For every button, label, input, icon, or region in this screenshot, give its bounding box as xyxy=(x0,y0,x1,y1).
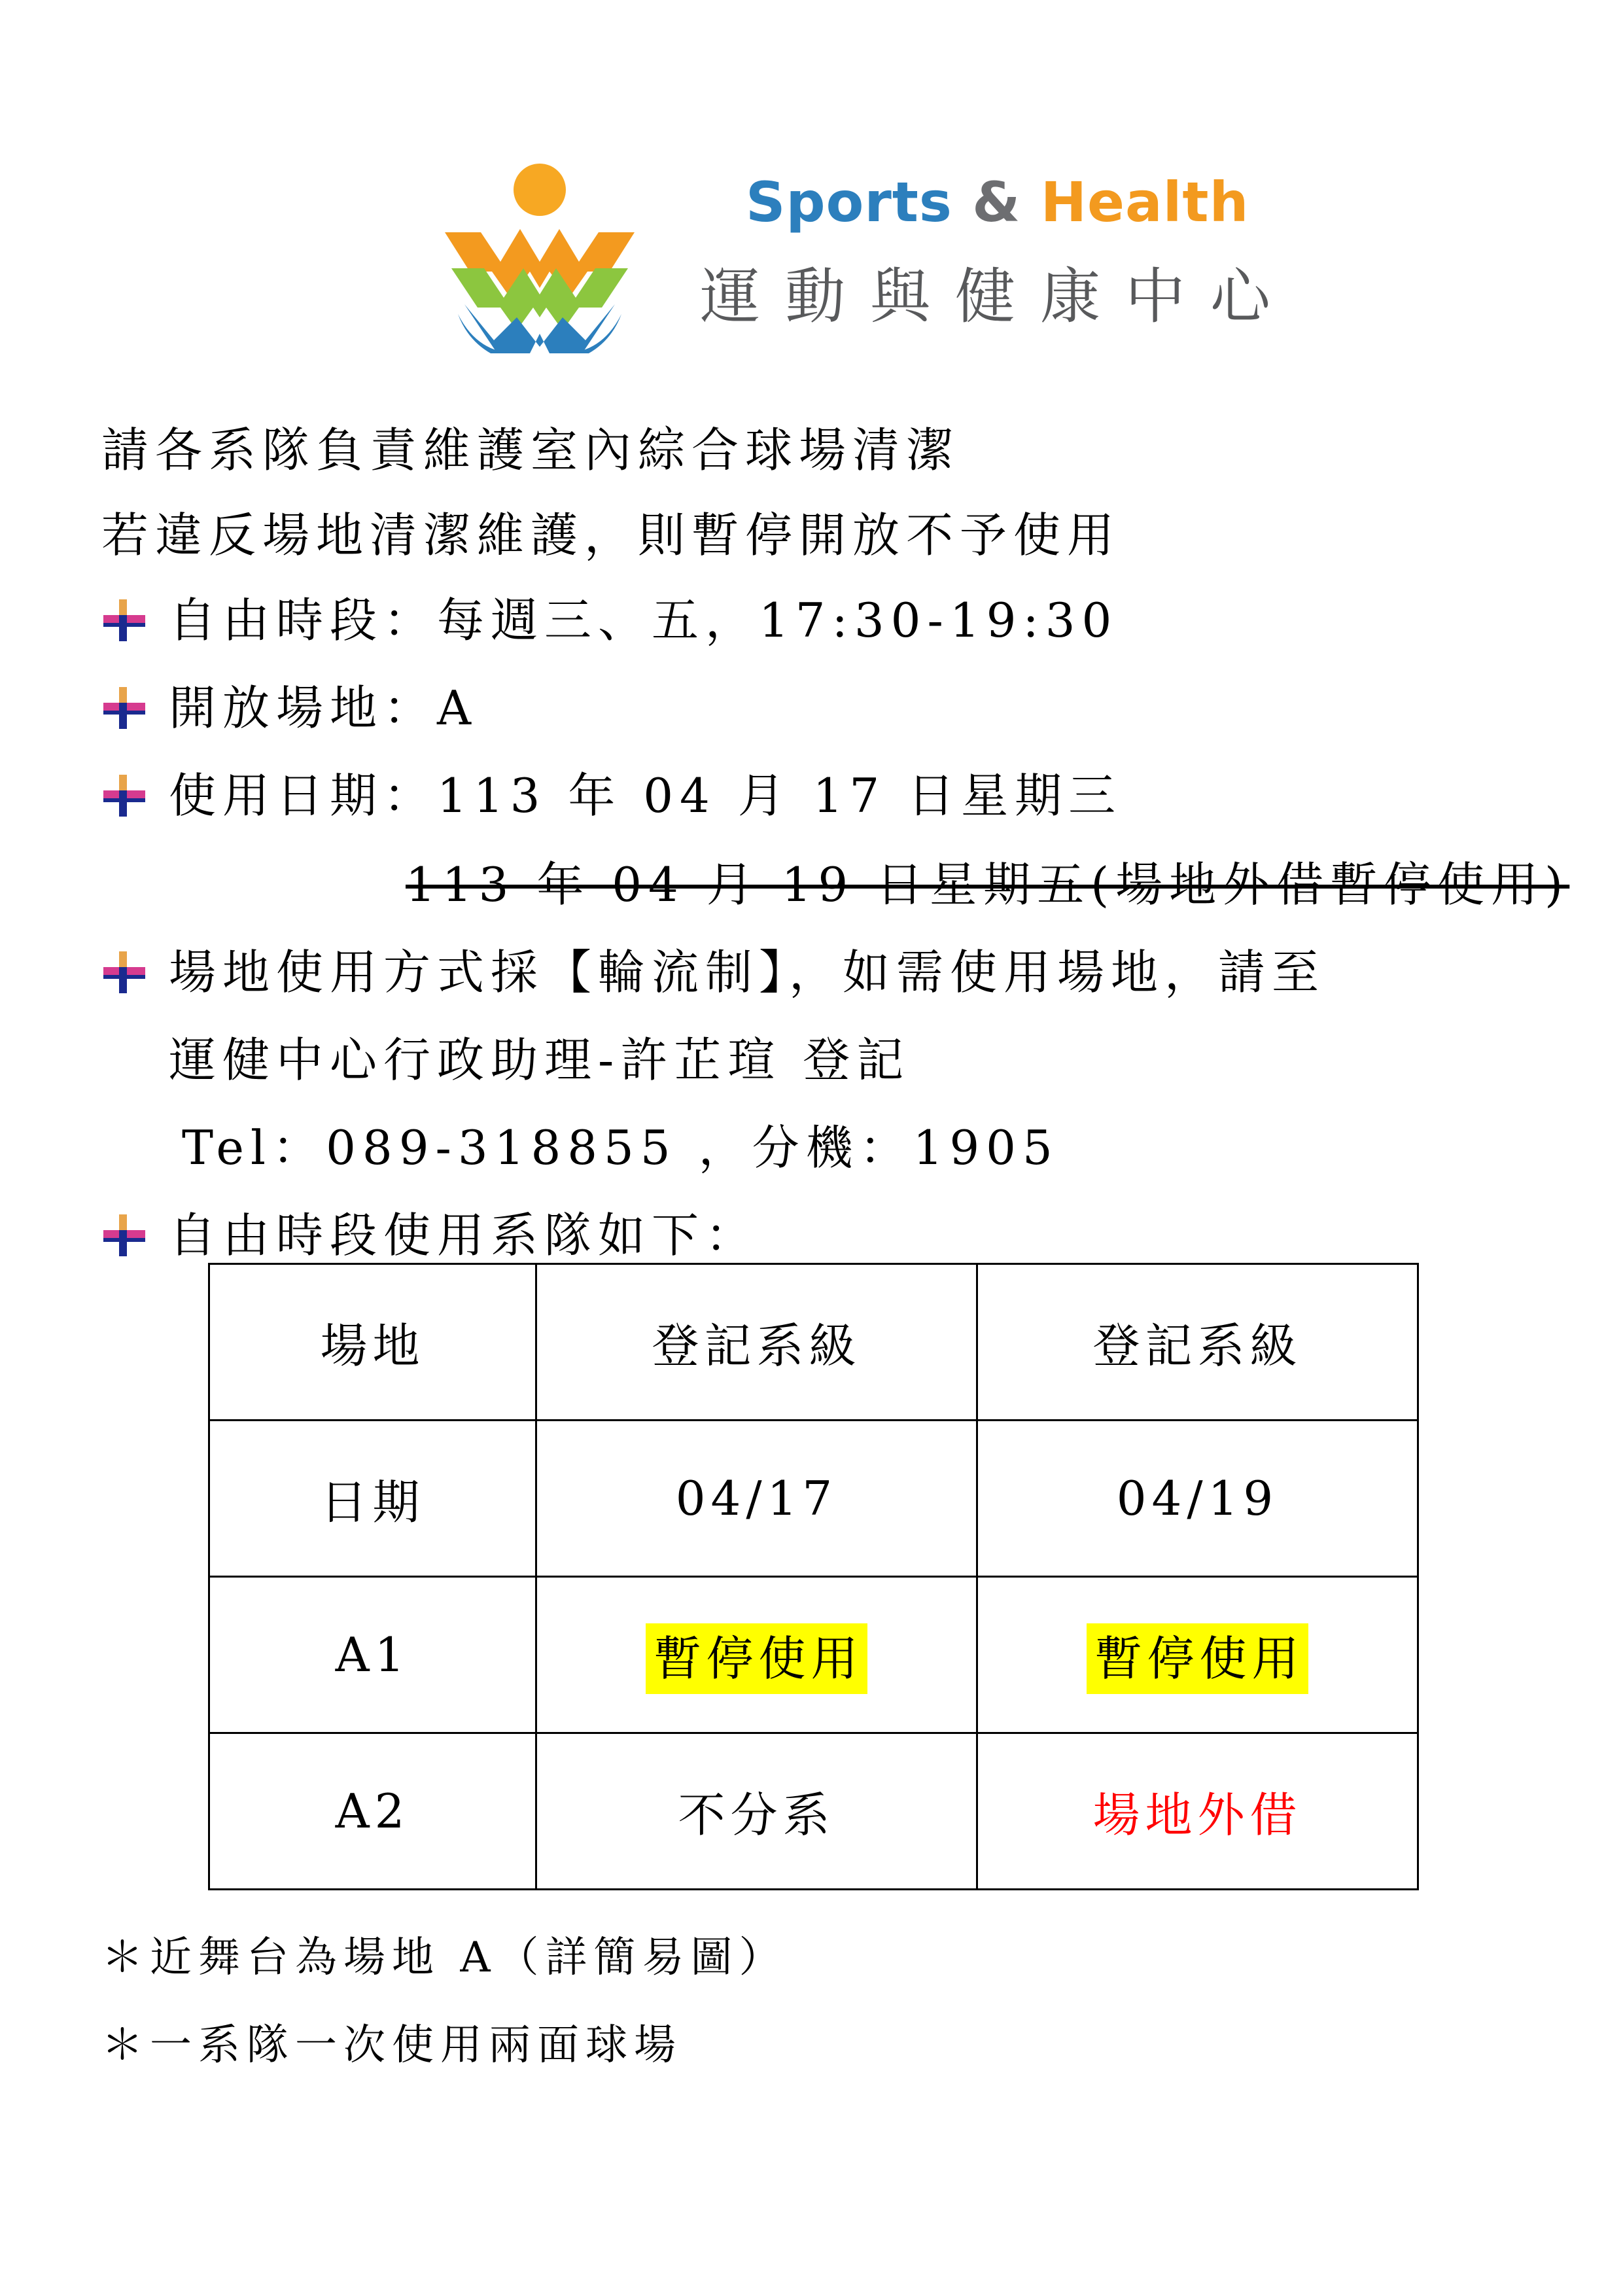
open-venue-item: 開放場地：A xyxy=(169,680,478,735)
note-two-courts: ＊一系隊一次使用兩面球場 xyxy=(101,2021,682,2070)
table-cell: A1 xyxy=(209,1577,536,1733)
center-logo xyxy=(438,157,1296,353)
four-point-star-bullet-icon xyxy=(99,772,148,821)
use-date-item: 使用日期：113 年 04 月 17 日星期三 xyxy=(169,768,1123,823)
note-venue-a: ＊近舞台為場地 A（詳簡易圖） xyxy=(101,1934,788,1982)
table-cell: 場地 xyxy=(209,1264,536,1421)
contact-phone-line: Tel：089-318855 ，分機：1905 xyxy=(182,1120,1059,1175)
list-intro-line: 自由時段使用系隊如下： xyxy=(169,1208,759,1263)
table-row xyxy=(209,1577,1418,1733)
table-row xyxy=(209,1264,1418,1421)
table-cell xyxy=(977,1577,1418,1733)
method-line-2: 運健中心行政助理-許芷瑄 登記 xyxy=(169,1033,911,1087)
four-point-star-bullet-icon xyxy=(99,1212,148,1260)
table-row xyxy=(209,1733,1418,1890)
suspended-highlight: 暫停使用 xyxy=(1087,1623,1308,1694)
four-point-star-bullet-icon xyxy=(99,597,148,645)
table-cell: 04/17 xyxy=(536,1421,977,1577)
suspended-highlight: 暫停使用 xyxy=(646,1623,867,1694)
four-point-star-bullet-icon xyxy=(99,949,148,997)
table-cell: 登記系級 xyxy=(536,1264,977,1421)
venue-lent-out-label: 場地外借 xyxy=(1092,1788,1302,1843)
logo-word-health: Health xyxy=(1040,170,1249,234)
schedule-table xyxy=(208,1263,1419,1890)
table-row xyxy=(209,1421,1418,1577)
four-point-star-bullet-icon xyxy=(99,684,148,733)
table-cell: 登記系級 xyxy=(977,1264,1418,1421)
intro-line-1: 請各系隊負責維護室內綜合球場清潔 xyxy=(101,423,960,478)
table-cell xyxy=(977,1733,1418,1890)
method-line-1: 場地使用方式採【輪流制】，如需使用場地，請至 xyxy=(169,945,1326,1000)
logo-word-sports: Sports xyxy=(746,170,952,234)
table-cell: 04/19 xyxy=(977,1421,1418,1577)
logo-english-title xyxy=(746,170,1249,234)
cancelled-date-line: 113 年 04 月 19 日星期五(場地外借暫停使用) xyxy=(406,857,1570,912)
intro-line-2: 若違反場地清潔維護，則暫停開放不予使用 xyxy=(101,508,1121,563)
logo-chinese-title: 運動與健康中心 xyxy=(700,262,1296,332)
table-cell xyxy=(536,1577,977,1733)
sports-health-person-logo-icon xyxy=(438,157,641,353)
table-cell: 不分系 xyxy=(536,1733,977,1890)
table-cell: A2 xyxy=(209,1733,536,1890)
free-time-item: 自由時段：每週三、五，17:30-19:30 xyxy=(169,593,1119,648)
logo-ampersand: & xyxy=(972,170,1021,234)
table-cell: 日期 xyxy=(209,1421,536,1577)
